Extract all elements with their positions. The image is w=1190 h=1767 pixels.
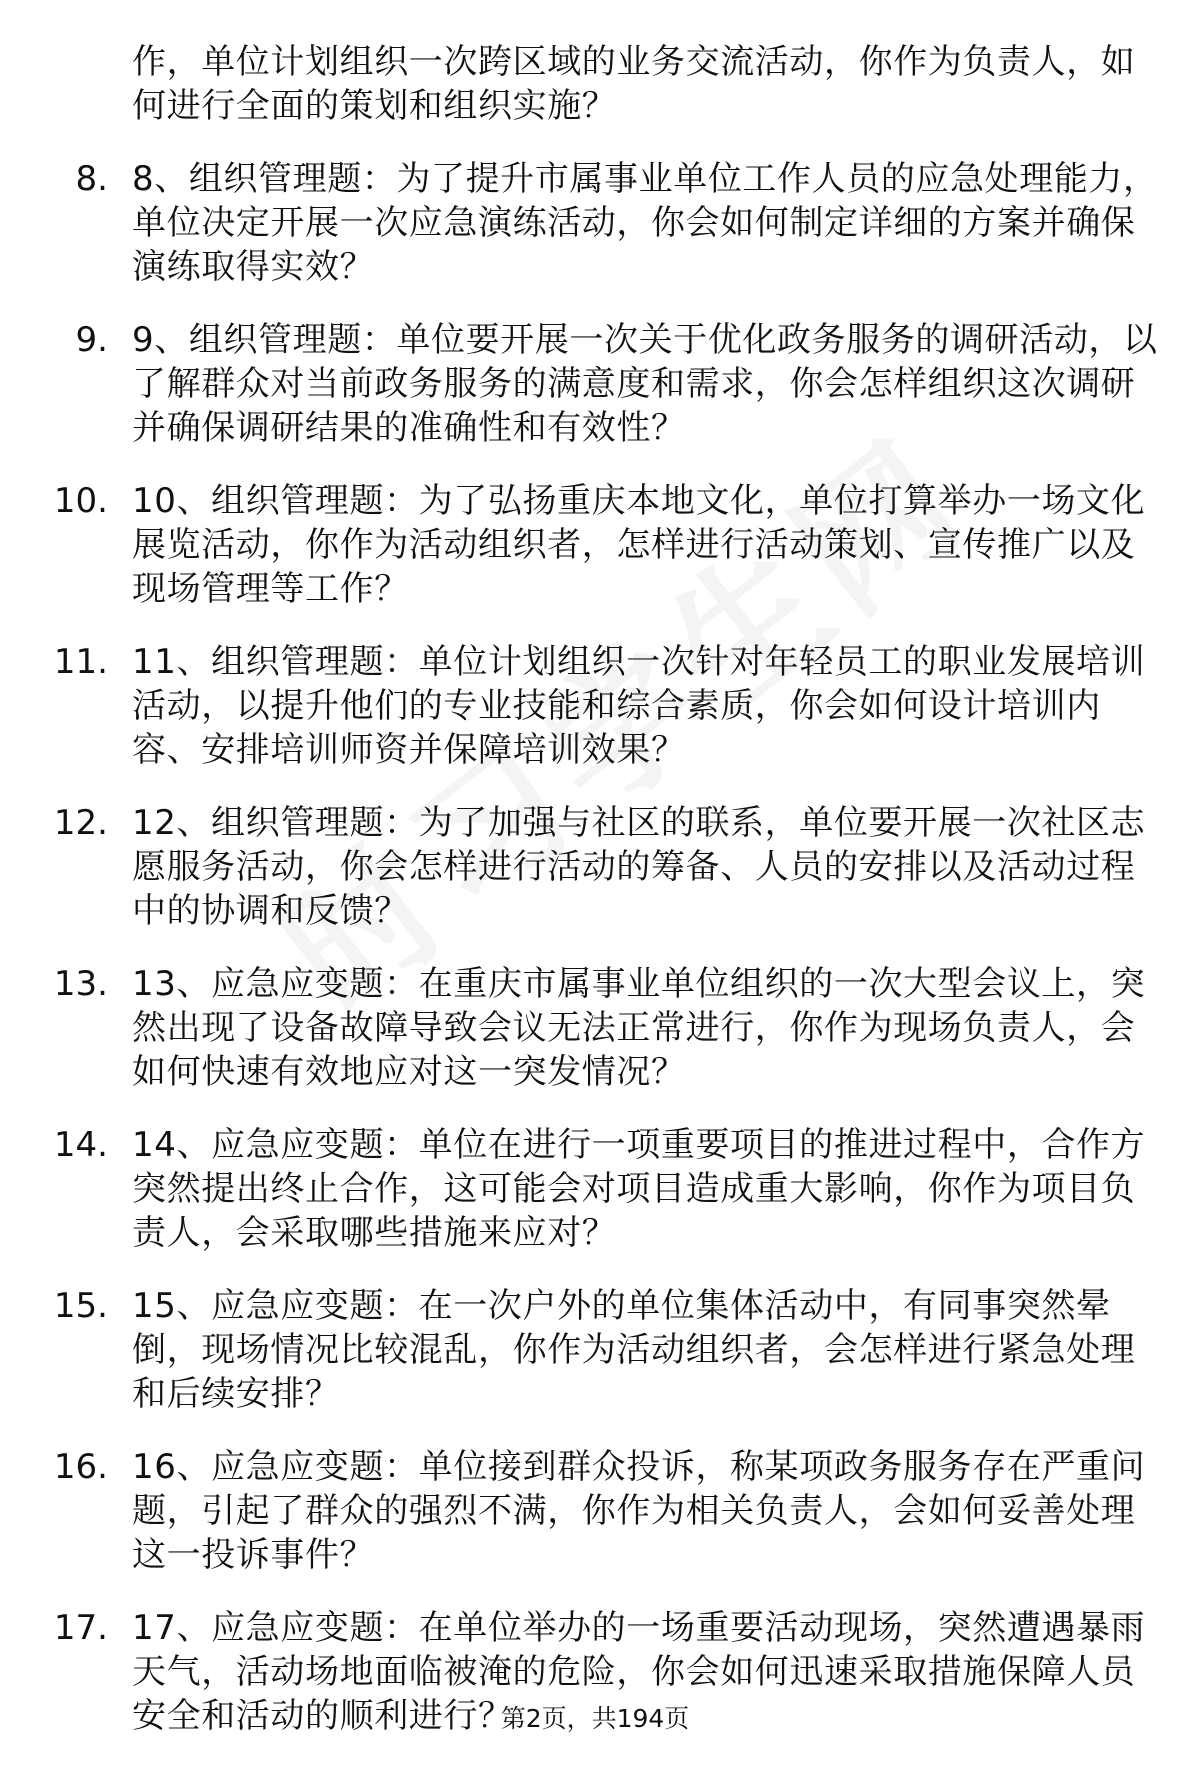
list-item-text: 12、组织管理题：为了加强与社区的联系，单位要开展一次社区志愿服务活动，你会怎样进行活动的筹备、人员的安排以及活动过程中的协调和反馈？ [132, 803, 1146, 931]
list-item [0, 640, 1190, 772]
list-item-number: 9. [75, 320, 108, 360]
list-item [0, 1123, 1190, 1255]
list-item [0, 962, 1190, 1094]
list-item-text: 16、应急应变题：单位接到群众投诉，称某项政务服务存在严重问题，引起了群众的强烈不满，你作为相关负责人，会如何妥善处理这一投诉事件？ [132, 1447, 1146, 1575]
list-item-number: 16. [53, 1447, 108, 1487]
list-item [0, 1284, 1190, 1416]
list-item-text: 15、应急应变题：在一次户外的单位集体活动中，有同事突然晕倒，现场情况比较混乱，你作为活动组织者，会怎样进行紧急处理和后续安排？ [132, 1286, 1136, 1414]
list-item-text: 14、应急应变题：单位在进行一项重要项目的推进过程中，合作方突然提出终止合作，这可能会对项目造成重大影响，你作为项目负责人，会采取哪些措施来应对？ [132, 1125, 1146, 1253]
list-item [0, 157, 1190, 289]
list-item [0, 479, 1190, 611]
list-item-number: 14. [53, 1125, 108, 1165]
list-item-number: 10. [53, 481, 108, 521]
list-item-number: 15. [53, 1286, 108, 1326]
list-item-text: 10、组织管理题：为了弘扬重庆本地文化，单位打算举办一场文化展览活动，你作为活动组织者，怎样进行活动策划、宣传推广以及现场管理等工作？ [132, 481, 1146, 609]
list-item-text: 17、应急应变题：在单位举办的一场重要活动现场，突然遭遇暴雨天气，活动场地面临被淹的危险，你会如何迅速采取措施保障人员安全和活动的顺利进行？ [132, 1608, 1146, 1736]
list-item [0, 40, 1190, 128]
list-item-number: 13. [53, 964, 108, 1004]
list-item [0, 801, 1190, 933]
list-item-text: 8、组织管理题：为了提升市属事业单位工作人员的应急处理能力，单位决定开展一次应急演练活动，你会如何制定详细的方案并确保演练取得实效？ [132, 159, 1158, 287]
page-number-label: 第2页，共194页 [500, 1704, 690, 1733]
list-item-text: 作，单位计划组织一次跨区域的业务交流活动，你作为负责人，如何进行全面的策划和组织实施？ [132, 42, 1136, 126]
page-footer [0, 1703, 1190, 1735]
question-list [0, 40, 1190, 1767]
list-item [0, 318, 1190, 450]
list-item-number: 11. [53, 642, 108, 682]
list-item-number: 12. [53, 803, 108, 843]
list-item-number: 17. [53, 1608, 108, 1648]
list-item-text: 9、组织管理题：单位要开展一次关于优化政务服务的调研活动，以了解群众对当前政务服务的满意度和需求，你会怎样组织这次调研并确保调研结果的准确性和有效性？ [132, 320, 1158, 448]
list-item-text: 13、应急应变题：在重庆市属事业单位组织的一次大型会议上，突然出现了设备故障导致会议无法正常进行，你作为现场负责人，会如何快速有效地应对这一突发情况？ [132, 964, 1146, 1092]
list-item-text: 11、组织管理题：单位计划组织一次针对年轻员工的职业发展培训活动，以提升他们的专业技能和综合素质，你会如何设计培训内容、安排培训师资并保障培训效果？ [132, 642, 1146, 770]
list-item-number: 8. [75, 159, 108, 199]
list-item [0, 1445, 1190, 1577]
